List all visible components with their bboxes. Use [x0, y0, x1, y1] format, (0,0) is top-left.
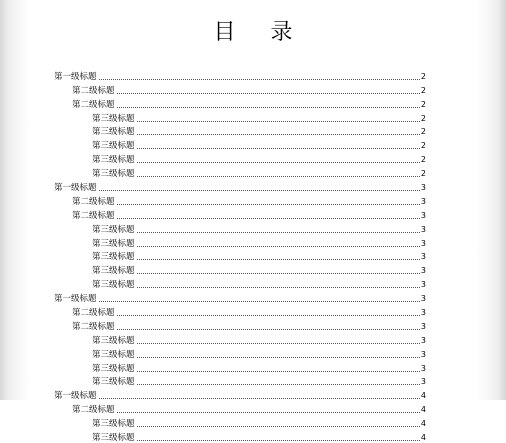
toc-entry-label: 第三级标题	[92, 335, 135, 346]
toc-dot-leader	[137, 384, 420, 385]
toc-entry-label: 第三级标题	[92, 377, 135, 388]
toc-entry-page-number: 3	[420, 363, 426, 373]
toc-dot-leader	[117, 93, 420, 94]
toc-dot-leader	[137, 134, 420, 135]
toc-entry-page-number: 3	[420, 349, 426, 359]
toc-entry-level-3[interactable]	[54, 346, 426, 360]
toc-entry-label: 第二级标题	[72, 99, 115, 110]
toc-entry-page-number: 2	[420, 127, 426, 137]
toc-dot-leader	[137, 162, 420, 163]
toc-entry-label: 第二级标题	[72, 196, 115, 207]
toc-entry-label: 第二级标题	[72, 210, 115, 221]
toc-entry-label: 第二级标题	[72, 405, 115, 416]
toc-entry-level-3[interactable]	[54, 137, 426, 151]
toc-entry-level-3[interactable]	[54, 360, 426, 374]
toc-entry-page-number: 3	[420, 224, 426, 234]
toc-entry-level-1[interactable]	[54, 387, 426, 401]
toc-entry-page-number: 3	[420, 321, 426, 331]
toc-entry-page-number: 4	[420, 405, 426, 415]
toc-dot-leader	[99, 79, 420, 80]
toc-entry-level-2[interactable]	[54, 304, 426, 318]
toc-entry-level-2[interactable]	[54, 207, 426, 221]
toc-entry-page-number: 3	[420, 280, 426, 290]
toc-entry-page-number: 2	[420, 113, 426, 123]
toc-dot-leader	[99, 190, 420, 191]
toc-entry-label: 第三级标题	[92, 155, 135, 166]
toc-entry-label: 第三级标题	[92, 433, 135, 443]
toc-entry-label: 第一级标题	[54, 391, 97, 402]
toc-dot-leader	[137, 426, 420, 427]
toc-entry-level-3[interactable]	[54, 151, 426, 165]
toc-entry-label: 第三级标题	[92, 224, 135, 235]
toc-entry-level-3[interactable]	[54, 374, 426, 388]
toc-dot-leader	[137, 176, 420, 177]
toc-dot-leader	[137, 273, 420, 274]
toc-entry-page-number: 2	[420, 99, 426, 109]
toc-entry-level-3[interactable]	[54, 235, 426, 249]
toc-dot-leader	[117, 107, 420, 108]
toc-entry-level-3[interactable]	[54, 110, 426, 124]
toc-entry-page-number: 3	[420, 238, 426, 248]
toc-entry-label: 第二级标题	[72, 85, 115, 96]
toc-entry-label: 第三级标题	[92, 169, 135, 180]
toc-dot-leader	[99, 398, 420, 399]
toc-entry-page-number: 4	[420, 433, 426, 443]
toc-entry-label: 第三级标题	[92, 280, 135, 291]
toc-entry-page-number: 3	[420, 377, 426, 387]
toc-entry-page-number: 3	[420, 335, 426, 345]
toc-entry-level-3[interactable]	[54, 221, 426, 235]
toc-entry-level-3[interactable]	[54, 262, 426, 276]
toc-entry-page-number: 3	[420, 196, 426, 206]
toc-entry-label: 第三级标题	[92, 252, 135, 263]
toc-entry-page-number: 3	[420, 210, 426, 220]
toc-entry-level-3[interactable]	[54, 429, 426, 443]
toc-dot-leader	[137, 232, 420, 233]
toc-entry-level-2[interactable]	[54, 96, 426, 110]
toc-entry-page-number: 4	[420, 419, 426, 429]
toc-entry-level-1[interactable]	[54, 179, 426, 193]
toc-dot-leader	[137, 246, 420, 247]
toc-entry-level-2[interactable]	[54, 193, 426, 207]
toc-dot-leader	[137, 148, 420, 149]
toc-entry-level-1[interactable]	[54, 68, 426, 82]
toc-entry-page-number: 3	[420, 294, 426, 304]
toc-entry-page-number: 3	[420, 252, 426, 262]
toc-dot-leader	[117, 315, 420, 316]
toc-title: 目 录	[213, 20, 307, 45]
toc-entry-level-2[interactable]	[54, 318, 426, 332]
toc-dot-leader	[117, 218, 420, 219]
toc-entry-page-number: 2	[420, 169, 426, 179]
toc-dot-leader	[137, 343, 420, 344]
toc-dot-leader	[117, 412, 420, 413]
toc-entry-page-number: 3	[420, 308, 426, 318]
toc-entry-level-3[interactable]	[54, 249, 426, 263]
toc-entry-page-number: 2	[420, 85, 426, 95]
toc-entry-page-number: 2	[420, 141, 426, 151]
toc-entry-label: 第一级标题	[54, 294, 97, 305]
toc-entry-level-1[interactable]	[54, 290, 426, 304]
toc-entry-label: 第三级标题	[92, 113, 135, 124]
toc-entry-level-3[interactable]	[54, 332, 426, 346]
toc-entry-page-number: 2	[420, 155, 426, 165]
toc-entry-label: 第三级标题	[92, 419, 135, 430]
page-shadow-right	[476, 0, 506, 400]
toc-entry-level-3[interactable]	[54, 124, 426, 138]
toc-dot-leader	[137, 371, 420, 372]
toc-entry-page-number: 2	[420, 71, 426, 81]
toc-entry-label: 第三级标题	[92, 141, 135, 152]
toc-entry-level-3[interactable]	[54, 415, 426, 429]
toc-dot-leader	[137, 357, 420, 358]
toc-entry-level-3[interactable]	[54, 276, 426, 290]
page-shadow-left	[0, 0, 30, 400]
toc-entry-label: 第三级标题	[92, 349, 135, 360]
table-of-contents	[54, 68, 426, 443]
toc-entry-label: 第二级标题	[72, 308, 115, 319]
toc-dot-leader	[117, 204, 420, 205]
toc-entry-label: 第三级标题	[92, 266, 135, 277]
toc-entry-label: 第二级标题	[72, 321, 115, 332]
toc-entry-level-3[interactable]	[54, 165, 426, 179]
toc-entry-level-2[interactable]	[54, 82, 426, 96]
toc-dot-leader	[99, 301, 420, 302]
toc-entry-label: 第一级标题	[54, 71, 97, 82]
toc-entry-page-number: 3	[420, 266, 426, 276]
toc-dot-leader	[137, 287, 420, 288]
toc-entry-label: 第三级标题	[92, 127, 135, 138]
toc-entry-label: 第一级标题	[54, 183, 97, 194]
toc-dot-leader	[137, 259, 420, 260]
toc-entry-level-2[interactable]	[54, 401, 426, 415]
toc-entry-page-number: 3	[420, 183, 426, 193]
toc-dot-leader	[137, 440, 420, 441]
toc-entry-page-number: 4	[420, 391, 426, 401]
toc-entry-label: 第三级标题	[92, 363, 135, 374]
toc-dot-leader	[137, 121, 420, 122]
toc-dot-leader	[117, 329, 420, 330]
toc-entry-label: 第三级标题	[92, 238, 135, 249]
